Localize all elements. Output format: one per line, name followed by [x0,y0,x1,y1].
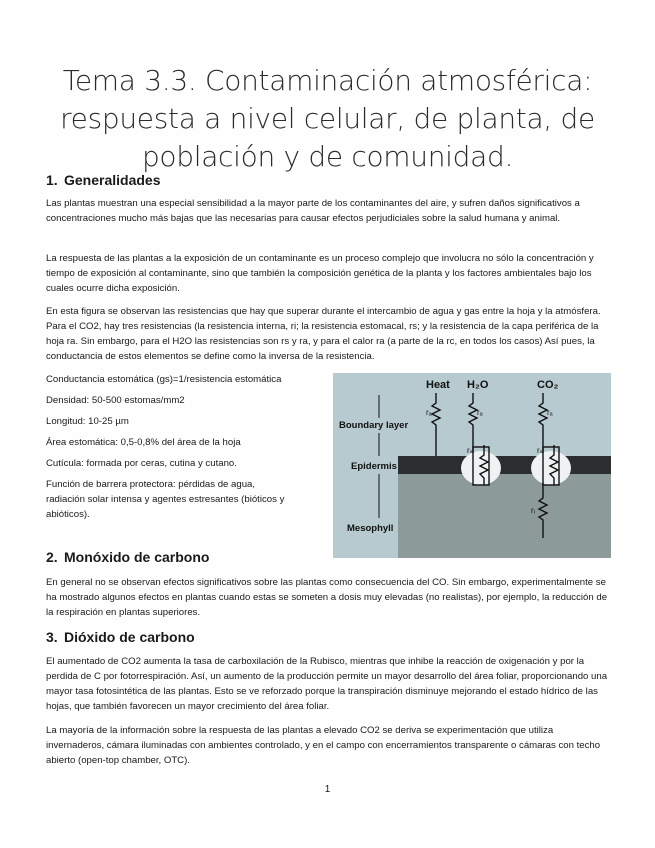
ra-heat-label: rₐ [426,408,432,417]
stoma-co2 [531,451,571,485]
list-item: Área estomática: 0,5-0,8% del área de la hoja [46,437,241,448]
ra-h2o-label: rₐ [477,408,483,417]
section-heading-1: 1. Generalidades [46,172,161,188]
heat-label: Heat [426,379,450,391]
leaf-resistance-figure [333,373,611,558]
paragraph: El aumentado de CO2 aumenta la tasa de carboxilación de la Rubisco, mientras que inhibe la reacción de oxigenación y por la perdida de C por fotorrespiración. Así, un aumento de la producción permite un mayor desarrollo del área foliar, proporcionando una mayor tasa fotosintética de las plantas. Esto se ve reforzado porque la transpiración disminuye mejorando el estado hídrico de las hojas, que también favorecen un mayor crecimiento del área foliar. [46,656,608,712]
co2-label: CO₂ [537,379,559,391]
title-line-1: Tema 3.3. Contaminación atmosférica: [62,64,593,97]
h2o-label: H₂O [467,379,489,391]
stomata-facts-list [46,372,296,528]
section-heading-3: 3. Dióxido de carbono [46,629,195,645]
paragraph: La respuesta de las plantas a la exposición de un contaminante es un proceso complejo que involucra no sólo la concentración y tiempo de exposición al contaminante, sino que también la composición genética de la planta y los factores ambientales bajo los cuales ocurre dicha exposición. [46,253,594,294]
mesophyll-layer [398,474,611,558]
list-item: Longitud: 10-25 µm [46,416,129,427]
paragraph: En general no se observan efectos significativos sobre las plantas como consecuencia del CO. Sin embargo, experimentalmente se ha mostrado algunos efectos en plantas cuando estas se someten a dosis muy elevadas (no realistas), por ejemplo, la reducción de la respiración en plantas superiores. [46,577,608,618]
ra-co2-label: rₐ [547,408,553,417]
list-item: Densidad: 50-500 estomas/mm2 [46,395,185,406]
section-heading-2: 2. Monóxido de carbono [46,549,210,565]
paragraph: La mayoría de la información sobre la respuesta de las plantas a elevado CO2 se deriva se experimentación que utiliza invernaderos, cámara iluminadas con ambientes controlado, y en el campo con encerramientos transparente o cámaras con techo abierto (open-top chamber, OTC). [46,725,601,766]
page-number: 1 [324,784,331,795]
boundary-layer-label: Boundary layer [339,420,409,431]
paragraph: En esta figura se observan las resistencias que hay que superar durante el intercambio de agua y gas entre la hoja y la atmósfera. Para el CO2, hay tres resistencias (la resistencia interna, ri; la resistencia estomacal, rs; y la resistencia de la capa periférica de la hoja ra. Sin embargo, para el H2O las resistencias son rs y ra, y para el calor ra (a parte de la rc, en todos los casos) Así pues, la conductancia de estos elementos se define como la inversa de la resistencia. [46,306,601,362]
rs-h2o-label: rₛ [467,446,473,455]
list-item: Cutícula: formada por ceras, cutina y cutano. [46,458,237,469]
list-item: Función de barrera protectora: pérdidas de agua, radiación solar intensa y agentes estresantes (bióticos y abióticos). [46,479,285,520]
epidermis-layer [398,456,611,474]
title-line-3: población y de comunidad. [141,140,514,173]
epidermis-label: Epidermis [351,461,397,472]
list-item: Conductancia estomática (gs)=1/resistencia estomática [46,374,282,385]
document-title [40,62,615,176]
paragraph: Las plantas muestran una especial sensibilidad a la mayor parte de los contaminantes del aire, y sufren daños significativos a concentraciones mucho más bajas que las necesarias para causar efectos perjudiciales sobre la salud humana y animal. [46,198,580,224]
rs-co2-label: rₛ [537,446,543,455]
ri-co2-label: rᵢ [531,506,535,515]
mesophyll-label: Mesophyll [347,523,394,534]
title-line-2: respuesta a nivel celular, de planta, de [60,102,595,135]
stoma-h2o [461,451,501,485]
resistance-diagram [333,373,611,558]
